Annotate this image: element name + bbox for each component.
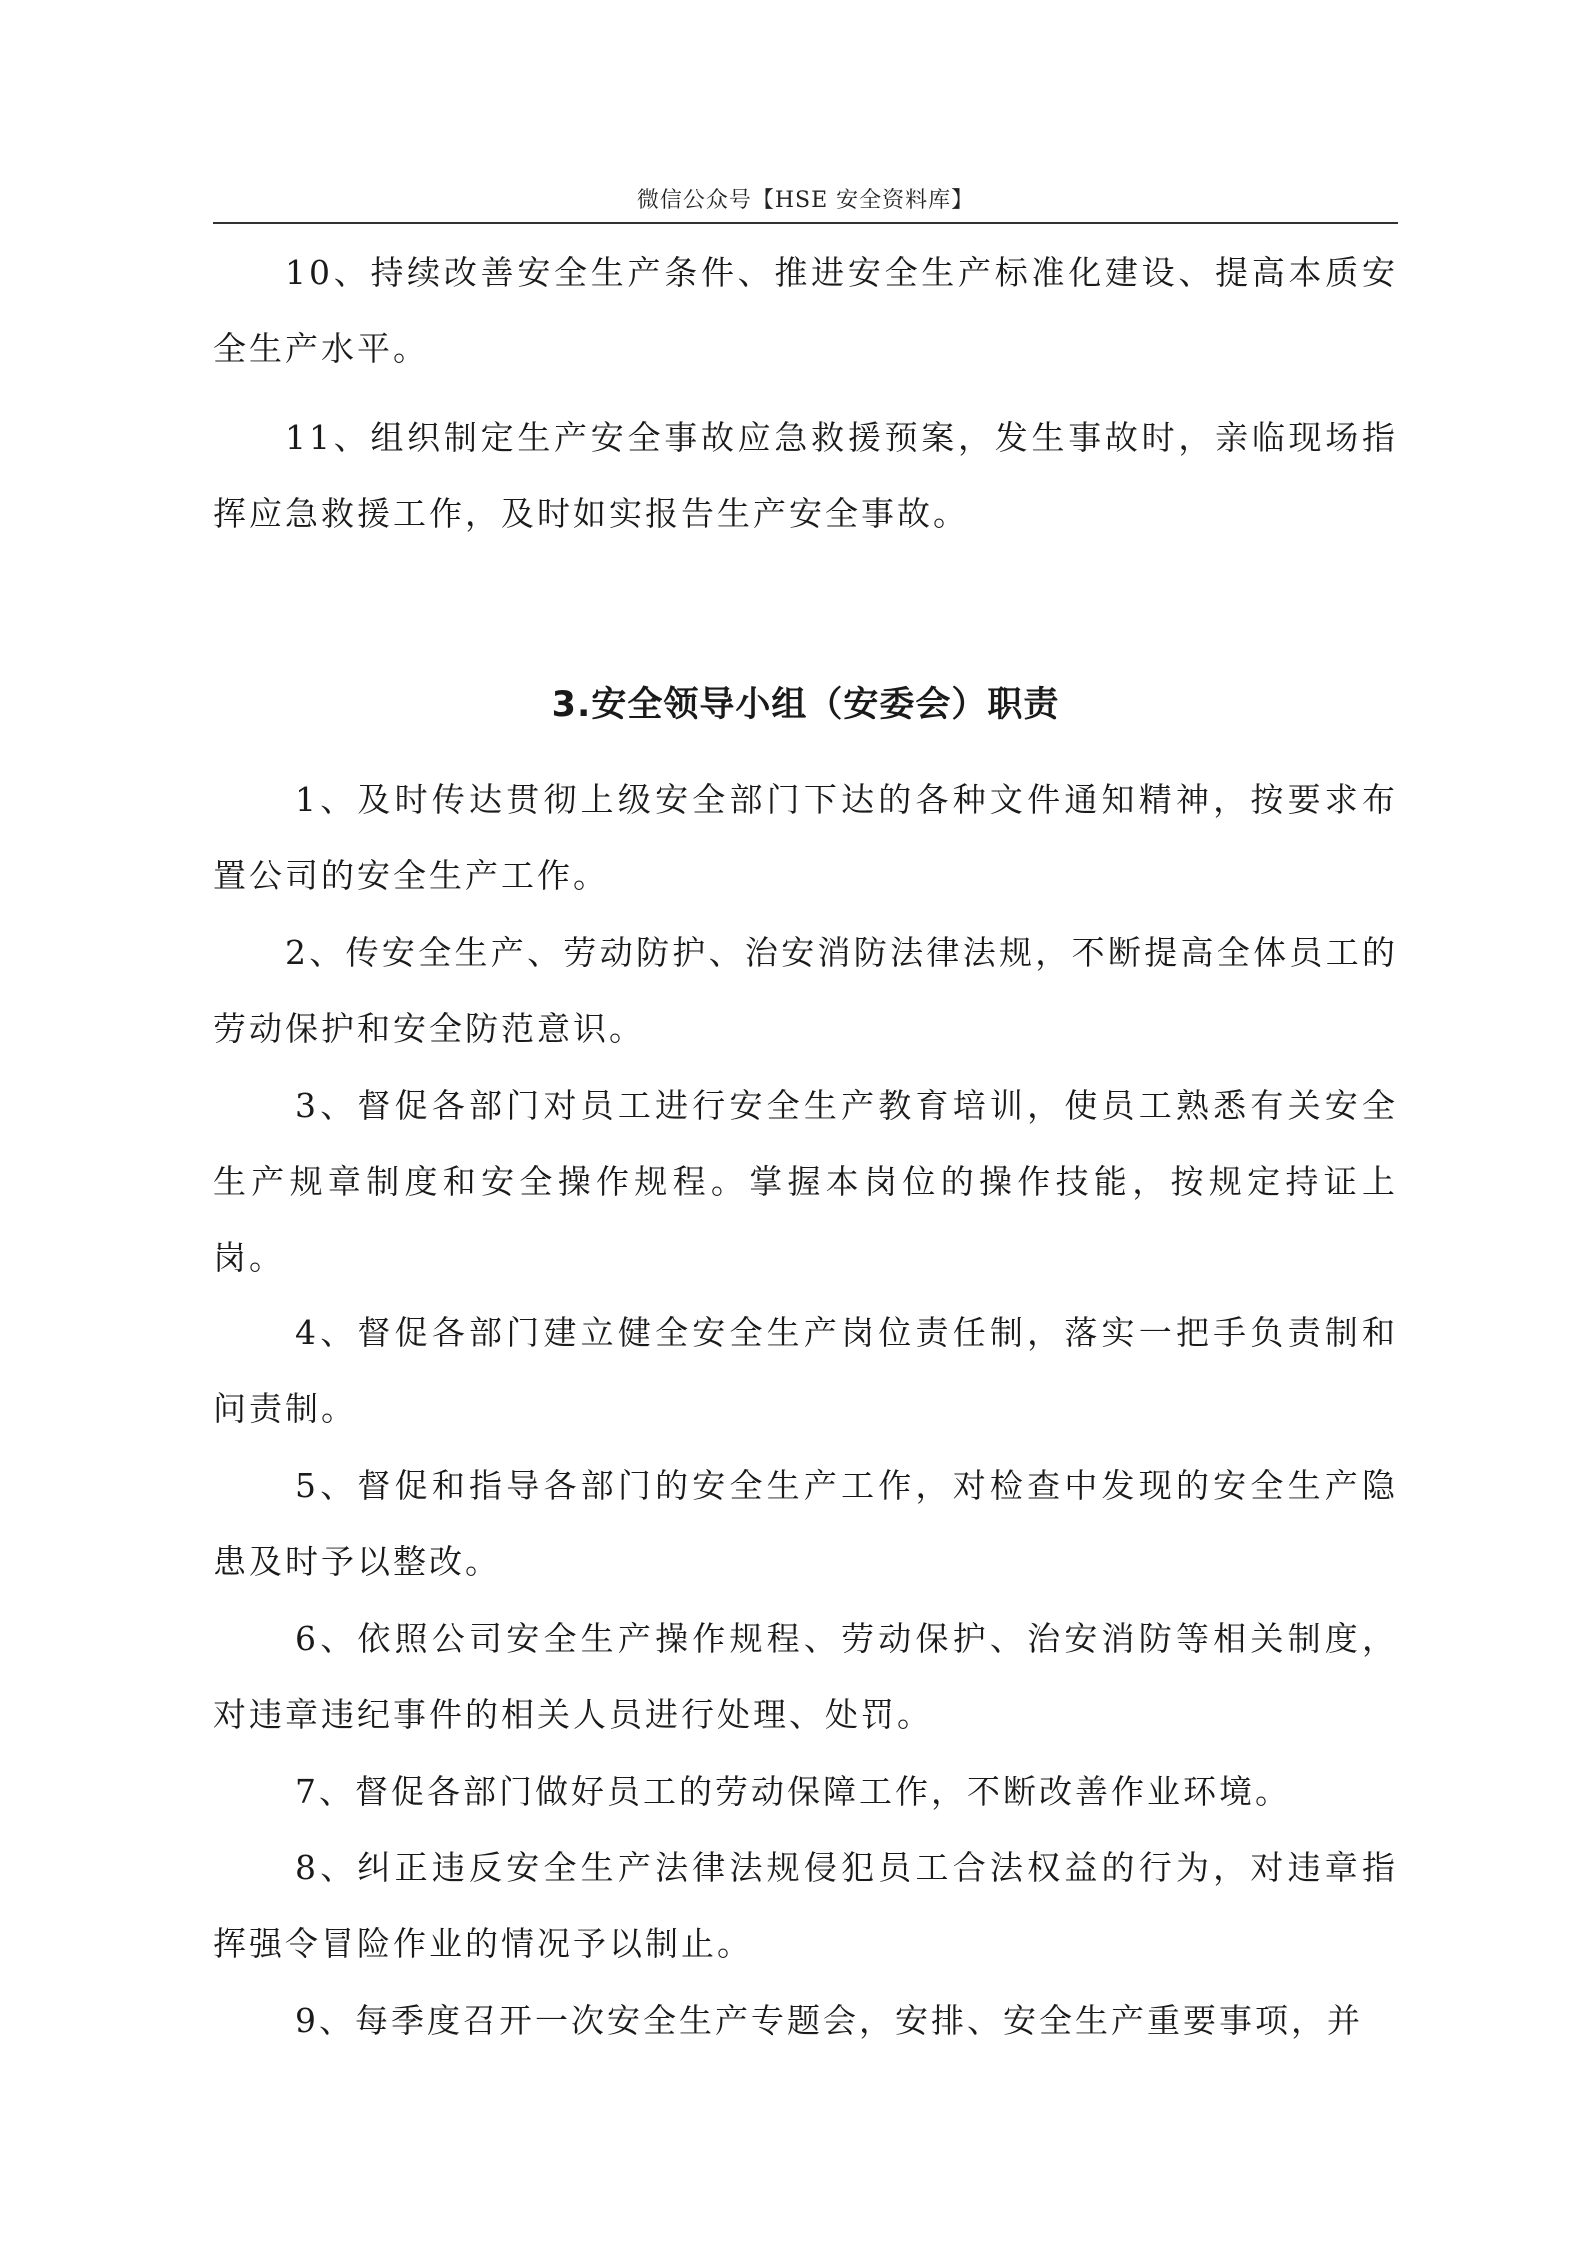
section-item-2: 2、传安全生产、劳动防护、治安消防法律法规，不断提高全体员工的劳动保护和安全防范意识。 — [213, 933, 1398, 1048]
section-item-6: 6、依照公司安全生产操作规程、劳动保护、治安消防等相关制度，对违章违纪事件的相关人员进行处理、处罚。 — [213, 1619, 1398, 1734]
section-title: 3.安全领导小组（安委会）职责 — [551, 685, 1060, 725]
section-item-8: 8、纠正违反安全生产法律法规侵犯员工合法权益的行为，对违章指挥强令冒险作业的情况予以制止。 — [213, 1848, 1398, 1963]
paragraph-10: 10、持续改善安全生产条件、推进安全生产标准化建设、提高本质安全生产水平。 — [213, 253, 1398, 368]
paragraph-11: 11、组织制定生产安全事故应急救援预案，发生事故时，亲临现场指挥应急救援工作，及时如实报告生产安全事故。 — [213, 418, 1398, 533]
section-item-5: 5、督促和指导各部门的安全生产工作，对检查中发现的安全生产隐患及时予以整改。 — [213, 1466, 1398, 1581]
section-item-1: 1、及时传达贯彻上级安全部门下达的各种文件通知精神，按要求布置公司的安全生产工作。 — [213, 780, 1398, 895]
section-item-9: 9、每季度召开一次安全生产专题会，安排、安全生产重要事项，并 — [295, 2001, 1363, 2040]
section-item-3: 3、督促各部门对员工进行安全生产教育培训，使员工熟悉有关安全生产规章制度和安全操作规程。掌握本岗位的操作技能，按规定持证上岗。 — [213, 1086, 1398, 1277]
page-header: 微信公众号【HSE 安全资料库】 — [636, 188, 975, 213]
section-item-7: 7、督促各部门做好员工的劳动保障工作，不断改善作业环境。 — [295, 1772, 1291, 1811]
section-item-4: 4、督促各部门建立健全安全生产岗位责任制，落实一把手负责制和问责制。 — [213, 1313, 1398, 1428]
header-rule — [213, 222, 1398, 224]
